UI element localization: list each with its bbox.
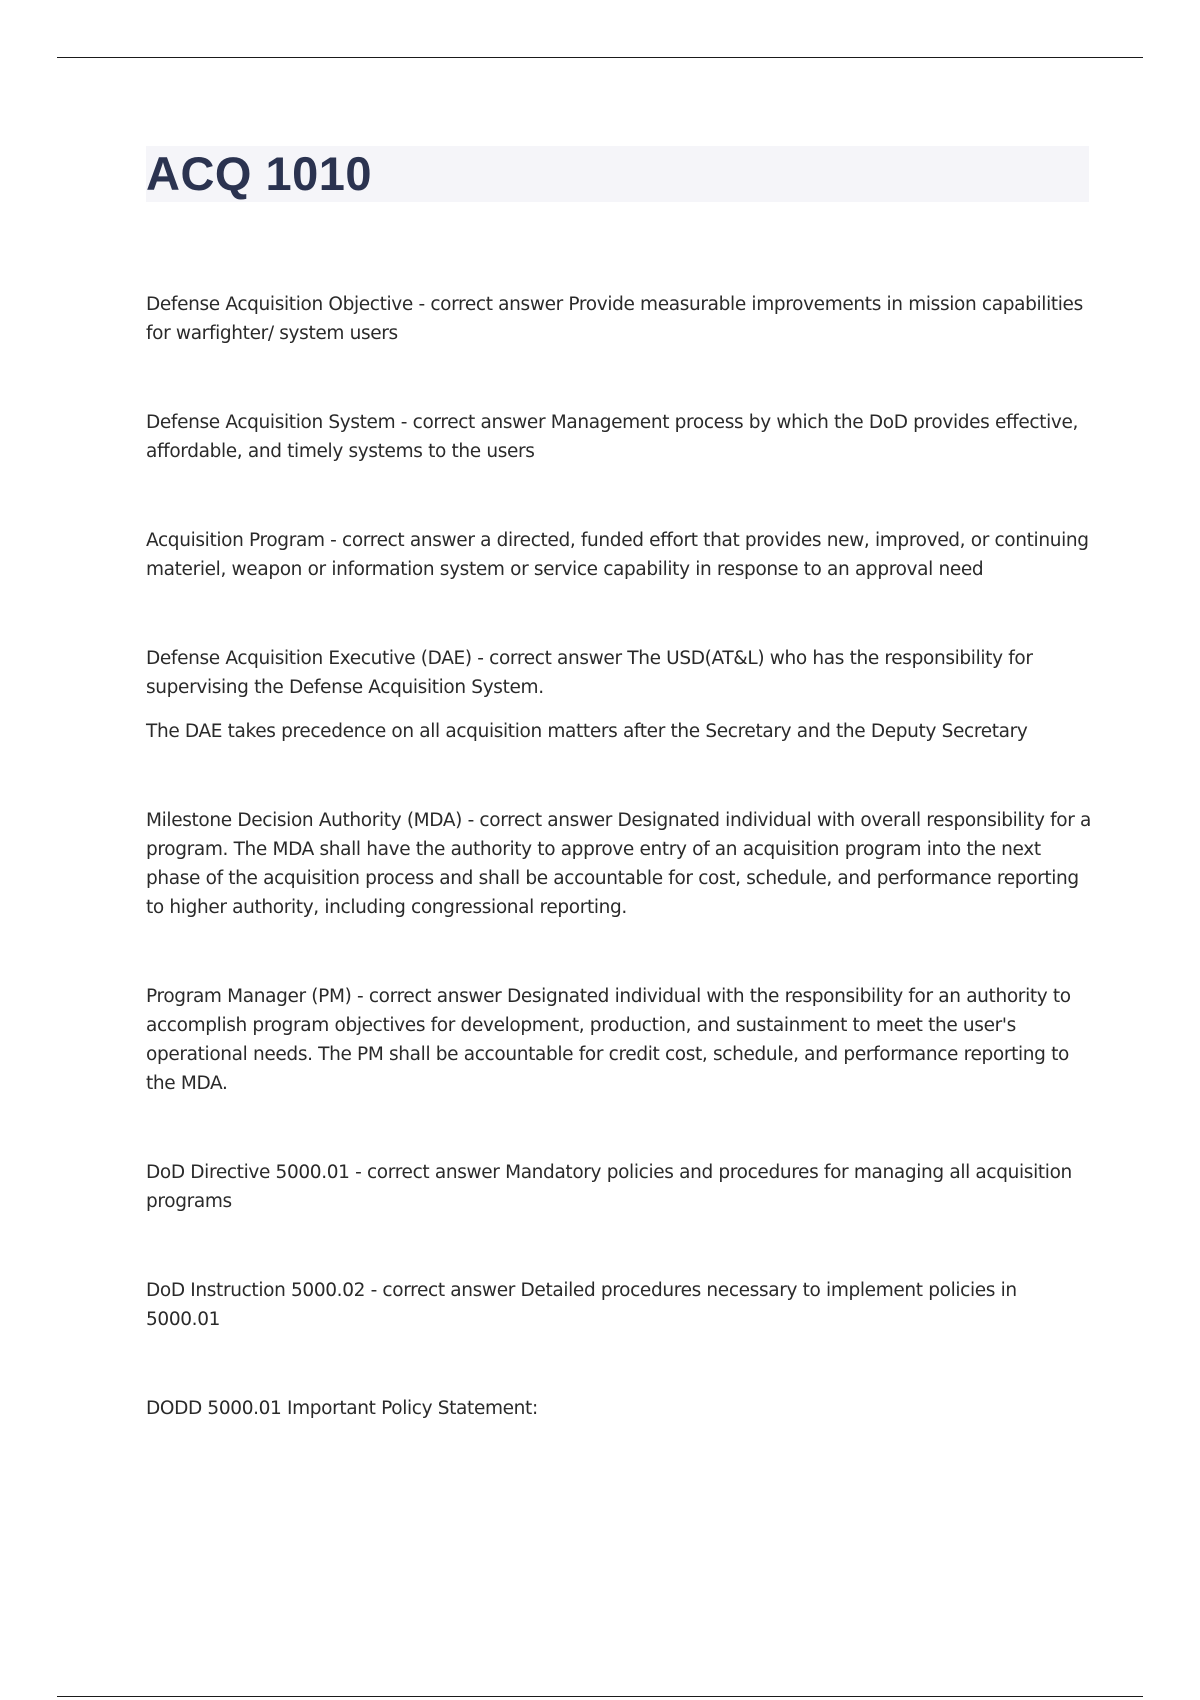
flashcard-entry xyxy=(146,1276,1091,1334)
entry-text: Defense Acquisition System - correct answer Management process by which the DoD provides effective, affordable, and timely systems to the users xyxy=(146,412,1079,462)
entry-text: Program Manager (PM) - correct answer Designated individual with the responsibility for an authority to accomplish program objectives for development, production, and sustainment to meet the user's operational needs. The PM shall be accountable for credit cost, schedule, and performance reporting to the MDA. xyxy=(146,986,1071,1094)
flashcard-list xyxy=(146,290,1091,1483)
entry-text: DoD Directive 5000.01 - correct answer Mandatory policies and procedures for managing all acquisition programs xyxy=(146,1162,1072,1212)
entry-text: DoD Instruction 5000.02 - correct answer Detailed procedures necessary to implement policies in 5000.01 xyxy=(146,1280,1017,1330)
flashcard-entry xyxy=(146,290,1091,348)
page-title: ACQ 1010 xyxy=(146,147,373,200)
flashcard-entry xyxy=(146,644,1091,746)
flashcard-entry xyxy=(146,1158,1091,1216)
top-divider xyxy=(57,57,1143,58)
entry-text-continued: The DAE takes precedence on all acquisition matters after the Secretary and the Deputy Secretary xyxy=(146,721,1028,742)
entry-text: Defense Acquisition Objective - correct answer Provide measurable improvements in mission capabilities for warfighter/ system users xyxy=(146,294,1083,344)
entry-text: Milestone Decision Authority (MDA) - correct answer Designated individual with overall responsibility for a program. The MDA shall have the authority to approve entry of an acquisition program into the next phase of the acquisition process and shall be accountable for cost, schedule, and performance reporting to higher authority, including congressional reporting. xyxy=(146,810,1091,918)
flashcard-entry xyxy=(146,408,1091,466)
entry-text: Acquisition Program - correct answer a directed, funded effort that provides new, improved, or continuing materiel, weapon or information system or service capability in response to an approval need xyxy=(146,530,1089,580)
entry-text: DODD 5000.01 Important Policy Statement: xyxy=(146,1398,538,1419)
flashcard-entry xyxy=(146,526,1091,584)
entry-text: Defense Acquisition Executive (DAE) - correct answer The USD(AT&L) who has the responsibility for supervising the Defense Acquisition System. xyxy=(146,648,1033,698)
flashcard-entry xyxy=(146,982,1091,1098)
flashcard-entry xyxy=(146,806,1091,922)
bottom-divider xyxy=(57,1696,1143,1697)
flashcard-entry xyxy=(146,1394,1091,1423)
